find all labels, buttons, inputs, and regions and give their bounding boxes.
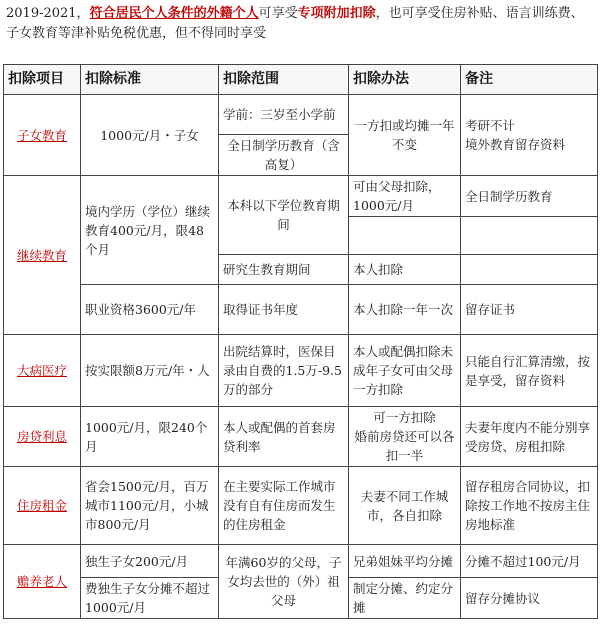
table-row — [4, 467, 598, 545]
cell-child-note: 考研不计 境外教育留存资料 — [461, 95, 598, 176]
cell-cont-scope-2: 研究生教育期间 — [219, 255, 349, 285]
intro-text-3: ，也可享受住房补贴、语言训练费、子女教育等津补贴免税优惠，但不得同时享受 — [6, 6, 584, 41]
header-standard: 扣除标准 — [81, 65, 219, 95]
intro-paragraph — [6, 4, 594, 44]
cell-cont-note-2 — [461, 255, 598, 285]
header-scope: 扣除范围 — [219, 65, 349, 95]
cell-rent-standard: 省会1500元/月，百万城市1100元/月，小城市800元/月 — [81, 467, 219, 545]
item-child-education: 子女教育 — [4, 95, 81, 176]
cell-cont-standard-2: 职业资格3600元/年 — [81, 285, 219, 335]
cell-elder-standard-1: 独生子女200元/月 — [81, 545, 219, 578]
cell-cont-method-2: 本人扣除 — [349, 255, 461, 285]
cell-elder-method-1: 兄弟姐妹平均分摊 — [349, 545, 461, 578]
cell-child-method: 一方扣或均摊一年不变 — [349, 95, 461, 176]
deduction-table — [3, 64, 598, 619]
table-row — [4, 176, 598, 217]
item-housing-rent: 住房租金 — [4, 467, 81, 545]
table-row — [4, 335, 598, 407]
item-mortgage-interest: 房贷利息 — [4, 407, 81, 467]
cell-elder-method-2: 制定分摊、约定分摊 — [349, 578, 461, 619]
cell-rent-scope: 在主要实际工作城市没有自有住房而发生的住房租金 — [219, 467, 349, 545]
cell-cont-note-1: 全日制学历教育 — [461, 176, 598, 217]
cell-medical-scope: 出院结算时，医保目录由自费的1.5万-9.5万的部分 — [219, 335, 349, 407]
cell-cont-standard-1: 境内学历（学位）继续教育400元/月，限48个月 — [81, 176, 219, 285]
intro-highlight-deduction: 专项附加扣除 — [297, 6, 376, 21]
header-item: 扣除项目 — [4, 65, 81, 95]
header-method: 扣除办法 — [349, 65, 461, 95]
table-row — [4, 545, 598, 578]
cell-cont-note-3: 留存证书 — [461, 285, 598, 335]
cell-elder-standard-2: 费独生子女分摊不超过1000元/月 — [81, 578, 219, 619]
cell-cont-scope-1: 本科以下学位教育期间 — [219, 176, 349, 255]
cell-cont-note-empty — [461, 217, 598, 255]
cell-cont-scope-3: 取得证书年度 — [219, 285, 349, 335]
intro-highlight-foreigners: 符合居民个人条件的外籍个人 — [89, 6, 259, 21]
item-continuing-education: 继续教育 — [4, 176, 81, 335]
cell-medical-method: 本人或配偶扣除未成年子女可由父母一方扣除 — [349, 335, 461, 407]
table-row — [4, 285, 598, 335]
header-row — [4, 65, 598, 95]
intro-text-1: 2019-2021， — [6, 6, 90, 21]
cell-child-scope-1: 学前：三岁至小学前 — [219, 95, 349, 135]
cell-cont-method-empty — [349, 217, 461, 255]
cell-rent-method: 夫妻不同工作城市，各自扣除 — [349, 467, 461, 545]
table-row — [4, 407, 598, 467]
cell-loan-method: 可一方扣除 婚前房贷还可以各扣一半 — [349, 407, 461, 467]
cell-child-scope-2: 全日制学历教育（含高复） — [219, 135, 349, 176]
cell-elder-note-2: 留存分摊协议 — [461, 578, 598, 619]
header-note: 备注 — [461, 65, 598, 95]
intro-text-2: 可享受 — [258, 6, 298, 21]
cell-cont-method-3: 本人扣除一年一次 — [349, 285, 461, 335]
cell-loan-scope: 本人或配偶的首套房贷利率 — [219, 407, 349, 467]
cell-medical-standard: 按实限额8万元/年・人 — [81, 335, 219, 407]
cell-elder-scope: 年满60岁的父母，子女均去世的（外）祖父母 — [219, 545, 349, 619]
cell-child-standard: 1000元/月・子女 — [81, 95, 219, 176]
item-serious-illness: 大病医疗 — [4, 335, 81, 407]
cell-cont-method-1: 可由父母扣除，1000元/月 — [349, 176, 461, 217]
cell-medical-note: 只能自行汇算清缴，按是享受，留存资料 — [461, 335, 598, 407]
cell-elder-note-1: 分摊不超过100元/月 — [461, 545, 598, 578]
cell-loan-note: 夫妻年度内不能分别享受房贷、房租扣除 — [461, 407, 598, 467]
item-elderly-support: 赡养老人 — [4, 545, 81, 619]
cell-rent-note: 留存租房合同协议，扣除按工作地不按房主住房地标准 — [461, 467, 598, 545]
cell-loan-standard: 1000元/月，限240个月 — [81, 407, 219, 467]
table-row — [4, 95, 598, 135]
